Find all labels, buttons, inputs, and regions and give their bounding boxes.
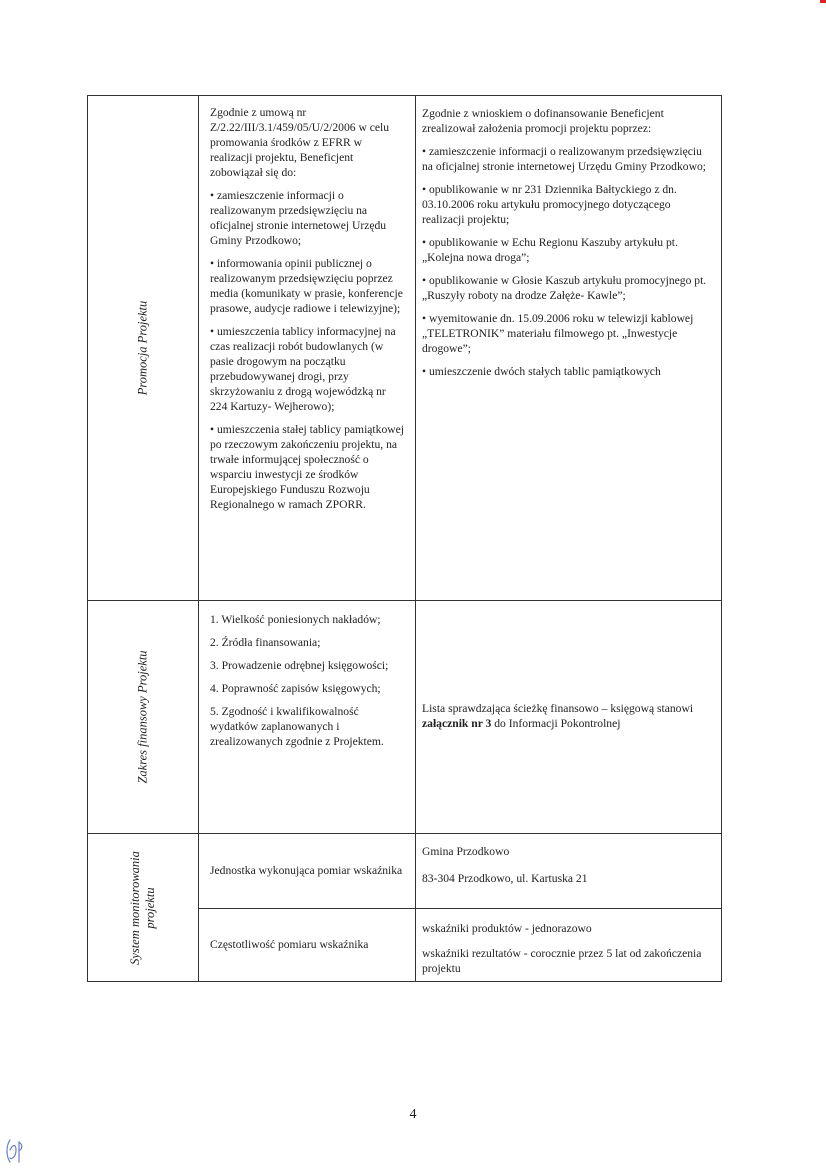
finance-scope-item: 3. Prowadzenie odrębnej księgowości; [210,659,389,672]
finance-scope-item: 4. Poprawność zapisów księgowych; [210,682,381,695]
indicator-value-line: wskaźniki produktów - jednorazowo [422,922,592,935]
attachment-reference: załącznik nr 3 [422,717,492,730]
indicator-value-cell [416,834,722,909]
corner-mark-red [820,0,826,3]
obligation-item: • umieszczenia tablicy informacyjnej na czas realizacji robót budowlanych (w pasie drogowym na początku przebudowywanej drogi, przy skrzyżowaniu z drogą wojewódzką nr 224 Kartuzy- Wejherowo); [210,325,396,413]
finding-item: • opublikowanie w nr 231 Dziennika Bałtyckiego z dn. 03.10.2006 roku artykułu promocyjnego dotyczącego realizacji projektu; [422,183,677,226]
obligation-item: • informowania opinii publicznej o realizowanym przedsięwzięciu poprzez media (komunikaty w prasie, konferencje prasowe, audycje radiowe i telewizyjne); [210,257,403,315]
obligations-intro: Zgodnie z umową nr Z/2.22/III/3.1/459/05/U/2/2006 w celu promowania środków z EFRR w realizacji projektu, Beneficjent zobowiązał się do: [210,106,390,179]
indicator-value-line: wskaźniki rezultatów - corocznie przez 5 lat od zakończenia projektu [422,947,702,975]
section-label-promotion: Promocja Projektu [135,300,150,396]
finding-item: • zamieszczenie informacji o realizowanym przedsięwzięciu na oficjalnej stronie internetowej Urzędu Gminy Przodkowo; [422,145,706,173]
indicator-name: Jednostka wykonująca pomiar wskaźnika [210,863,403,877]
section-label-cell [88,601,199,834]
indicator-value-cell [416,909,722,982]
finance-finding-text [422,701,713,731]
finance-scope-item: 1. Wielkość poniesionych nakładów; [210,613,381,626]
section-label-monitoring-line1: System monitorowania [128,850,142,965]
finance-scope-item: 5. Zgodność i kwalifikowalność wydatków zaplanowanych i zrealizowanych zgodnie z Projektem. [210,705,384,748]
handwritten-initials-mark [4,1136,26,1166]
finance-scope-cell [199,601,416,834]
finding-item: • opublikowanie w Głosie Kaszub artykułu promocyjnego pt. „Ruszyły roboty na drodze Załęże- Kawle”; [422,274,707,302]
section-label-monitoring [128,851,158,965]
indicator-name-cell [199,909,416,982]
finance-finding-after: do Informacji Pokontrolnej [491,717,621,730]
table-row-promotion [88,96,722,601]
indicator-name: Częstotliwość pomiaru wskaźnika [210,937,369,951]
findings-intro: Zgodnie z wnioskiem o dofinansowanie Beneficjent zrealizował założenia promocji projektu poprzez: [422,107,664,135]
indicator-value-line: 83-304 Przodkowo, ul. Kartuska 21 [422,872,588,885]
section-label-finance: Zakres finansowy Projektu [135,650,150,784]
table-row-monitoring-unit [88,834,722,909]
finding-item: • umieszczenie dwóch stałych tablic pamiątkowych [422,365,661,378]
section-label-cell [88,96,199,601]
finance-finding-before: Lista sprawdzająca ścieżkę finansowo – księgową stanowi [422,702,694,715]
section-label-monitoring-line2: projektu [143,886,157,929]
obligation-item: • zamieszczenie informacji o realizowanym przedsięwzięciu na oficjalnej stronie internetowej Urzędu Gminy Przodkowo; [210,189,387,247]
indicator-name-cell [199,834,416,909]
finance-finding-cell [416,601,722,834]
findings-cell [416,96,722,601]
table-row-finance [88,601,722,834]
section-label-cell [88,834,199,982]
obligations-cell [199,96,416,601]
page-number: 4 [409,1107,417,1122]
control-table [87,95,722,982]
obligation-item: • umieszczenia stałej tablicy pamiątkowej po rzeczowym zakończeniu projektu, na trwałe informującej społeczność o wsparciu inwestycji ze środków Europejskiego Funduszu Rozwoju Regionalnego w ramach ZPORR. [210,423,404,511]
indicator-value-line: Gmina Przodkowo [422,845,510,858]
finding-item: • opublikowanie w Echu Regionu Kaszuby artykułu pt. „Kolejna nowa droga”; [422,236,678,264]
finance-scope-item: 2. Źródła finansowania; [210,636,321,649]
finding-item: • wyemitowanie dn. 15.09.2006 roku w telewizji kablowej „TELETRONIK” materiału filmowego pt. „Inwestycje drogowe”; [422,312,694,355]
